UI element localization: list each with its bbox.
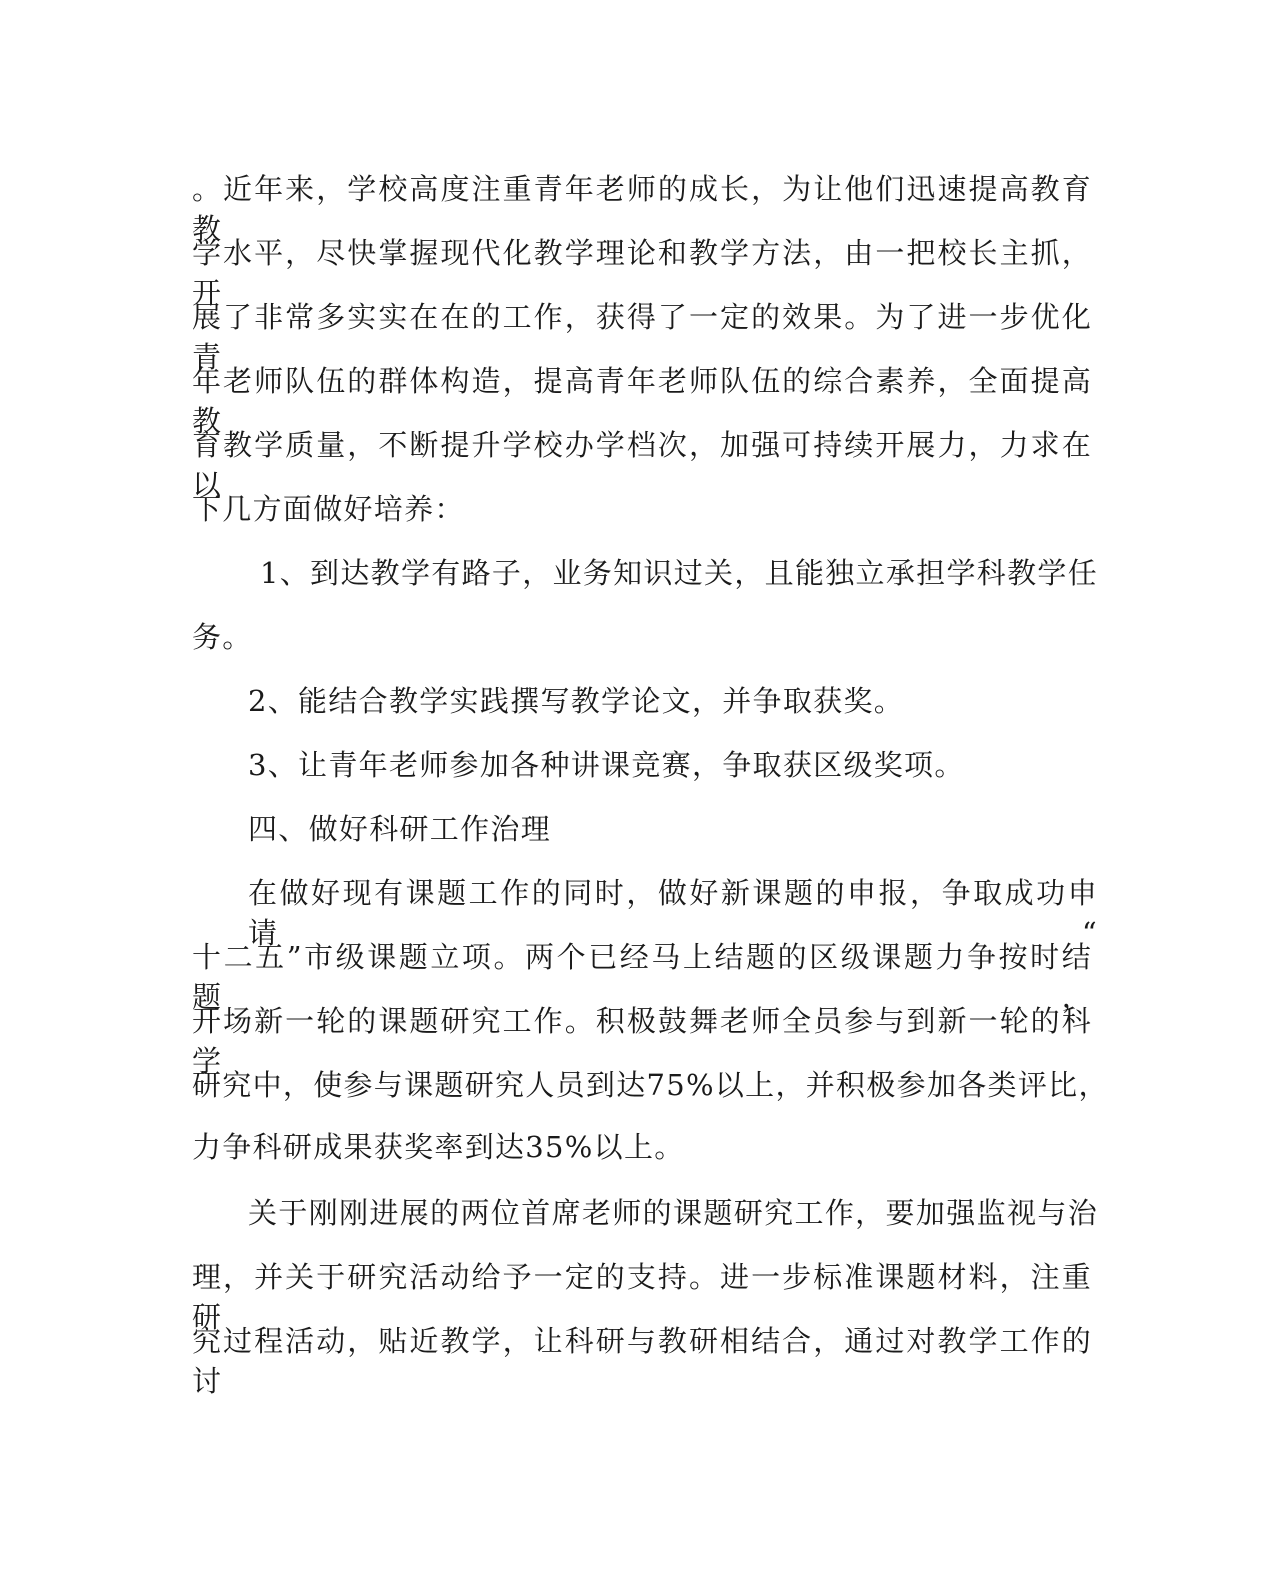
list-item-3: 3、让青年老师参加各种讲课竞赛，争取获区级奖项。 [248, 748, 965, 782]
text-line: 年老师队伍的群体构造，提高青年老师队伍的综合素养，全面提高教 [192, 364, 1092, 438]
text-line: 展了非常多实实在在的工作，获得了一定的效果。为了进一步优化青 [192, 300, 1092, 374]
text-line: 力争科研成果获奖率到达35%以上。 [192, 1130, 685, 1164]
list-item-2: 2、能结合教学实践撰写教学论文，并争取获奖。 [248, 684, 905, 718]
text-line: 育教学质量，不断提升学校办学档次，加强可持续开展力，力求在以 [192, 428, 1092, 502]
text-line: 理，并关于研究活动给予一定的支持。进一步标准课题材料，注重研 [192, 1260, 1092, 1334]
text-line: 下几方面做好培养： [192, 492, 465, 526]
text-line: 学水平，尽快掌握现代化教学理论和教学方法，由一把校长主抓，开 [192, 236, 1092, 310]
text-line: 关于刚刚进展的两位首席老师的课题研究工作，要加强监视与治 [248, 1196, 1098, 1230]
text-line: 研究中，使参与课题研究人员到达75%以上，并积极参加各类评比， [192, 1068, 1109, 1102]
list-item-1: 1、到达教学有路子，业务知识过关，且能独立承担学科教学任 [260, 556, 1098, 590]
text-line: 在做好现有课题工作的同时，做好新课题的申报，争取成功申请“ [248, 876, 1098, 950]
text-line: 开场新一轮的课题研究工作。积极鼓舞老师全员参与到新一轮的科学 [192, 1004, 1092, 1078]
section-heading: 四、做好科研工作治理 [248, 812, 552, 846]
text-line: 。近年来，学校高度注重青年老师的成长，为让他们迅速提高教育教 [192, 172, 1092, 246]
text-line: 究过程活动，贴近教学，让科研与教研相结合，通过对教学工作的讨 [192, 1324, 1092, 1398]
text-line: 十二五”市级课题立项。两个已经马上结题的区级课题力争按时结题， [192, 940, 1092, 1014]
text-line: 务。 [192, 620, 253, 654]
